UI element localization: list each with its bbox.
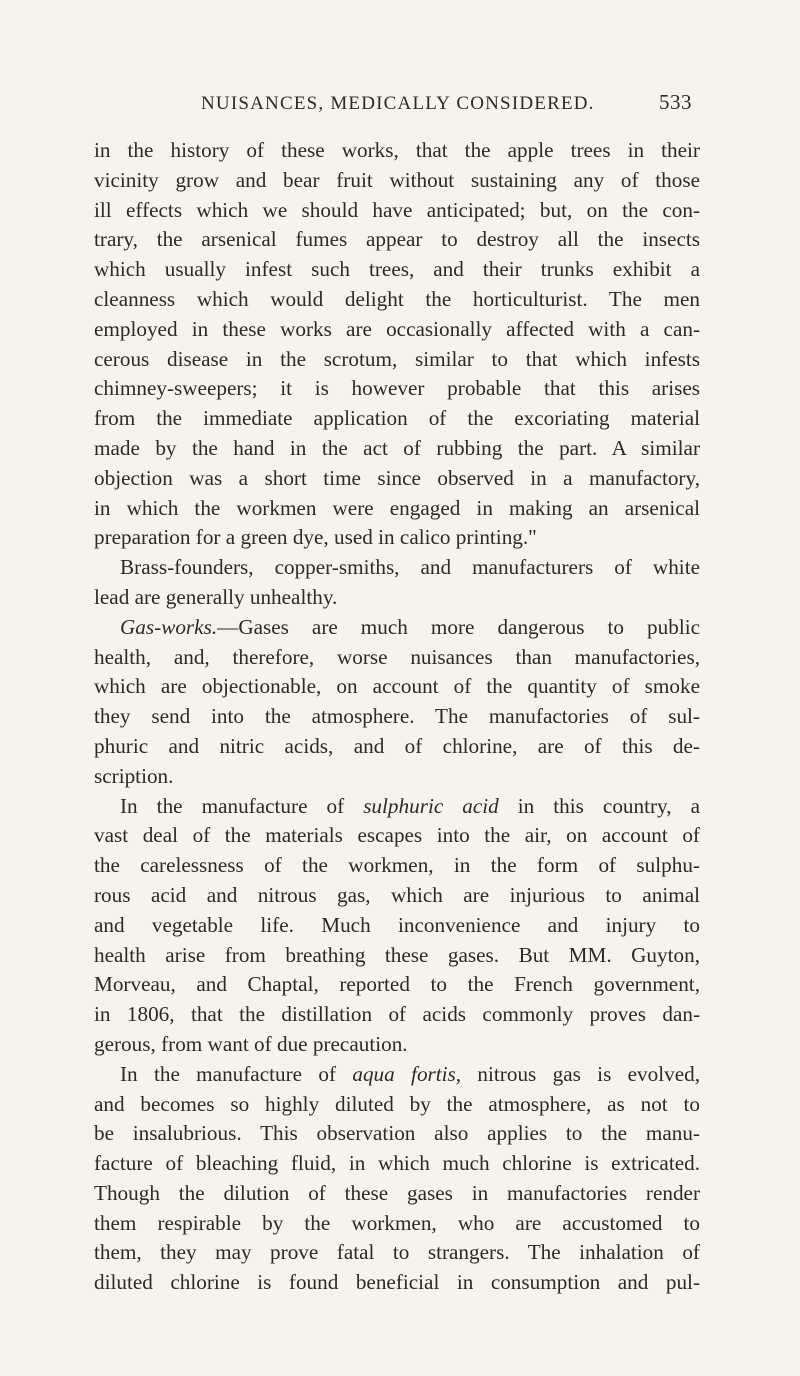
paragraph-brass-founders <box>94 553 700 613</box>
text-line: cerous disease in the scrotum, similar to that which infests <box>94 346 700 371</box>
text-line: be insalubrious. This observation also applies to the manu- <box>94 1121 700 1146</box>
text-line: and becomes so highly diluted by the atmosphere, as not to <box>94 1091 700 1116</box>
text-line: and vegetable life. Much inconvenience and injury to <box>94 912 700 937</box>
running-head <box>201 92 692 122</box>
text-line: them respirable by the workmen, who are accustomed to <box>94 1210 700 1235</box>
text-line <box>94 613 700 643</box>
text-fragment: in this country, a <box>498 793 701 818</box>
page-number: 533 <box>659 90 692 114</box>
text-line: vast deal of the materials escapes into the air, on account of <box>94 823 700 848</box>
text-line: employed in these works are occasionally affected with a can- <box>94 316 700 341</box>
text-line: diluted chlorine is found beneficial in consumption and pul- <box>94 1270 700 1295</box>
text-line: ill effects which we should have anticipated; but, on the con- <box>94 197 700 222</box>
text-line: the carelessness of the workmen, in the form of sulphu- <box>94 853 700 878</box>
text-line <box>94 1060 700 1090</box>
text-line: them, they may prove fatal to strangers. The inhalation of <box>94 1240 700 1265</box>
running-title: NUISANCES, MEDICALLY CONSIDERED. <box>201 93 595 114</box>
text-line: gerous, from want of due precaution. <box>94 1031 408 1056</box>
text-line: Brass-founders, copper-smiths, and manufacturers of white <box>120 555 700 580</box>
text-line: in the history of these works, that the apple trees in their <box>94 138 700 162</box>
text-line: in which the workmen were engaged in making an arsenical <box>94 495 700 520</box>
section-heading: Gas-works. <box>120 614 218 639</box>
italic-term: aqua fortis, <box>352 1061 462 1086</box>
text-fragment: In the manufacture of <box>120 1061 353 1086</box>
text-line: preparation for a green dye, used in calico printing." <box>94 525 537 550</box>
text-line: which are objectionable, on account of the quantity of smoke <box>94 674 700 699</box>
text-line: cleanness which would delight the horticulturist. The men <box>94 286 700 311</box>
body-text <box>94 136 700 1298</box>
paragraph-gas-works <box>94 613 700 792</box>
text-line <box>94 792 700 822</box>
paragraph-aqua-fortis <box>94 1060 700 1298</box>
text-line: rous acid and nitrous gas, which are injurious to animal <box>94 882 700 907</box>
text-line: chimney-sweepers; it is however probable that this arises <box>94 376 700 401</box>
text-line: trary, the arsenical fumes appear to destroy all the insects <box>94 227 700 252</box>
text-line: which usually infest such trees, and their trunks exhibit a <box>94 257 700 282</box>
text-line: vicinity grow and bear fruit without sustaining any of those <box>94 167 700 192</box>
text-fragment: —Gases are much more dangerous to public <box>217 614 700 639</box>
text-line: health, and, therefore, worse nuisances than manufactories, <box>94 644 700 669</box>
paragraph-arsenic <box>94 136 700 553</box>
text-line: made by the hand in the act of rubbing the part. A similar <box>94 435 700 460</box>
paragraph-sulphuric-acid <box>94 792 700 1060</box>
text-line: they send into the atmosphere. The manufactories of sul- <box>94 704 700 729</box>
text-fragment: nitrous gas is evolved, <box>461 1061 700 1086</box>
text-line: Morveau, and Chaptal, reported to the French government, <box>94 972 700 997</box>
italic-term: sulphuric acid <box>363 793 499 818</box>
text-line: lead are generally unhealthy. <box>94 584 338 609</box>
text-fragment: In the manufacture of <box>120 793 364 818</box>
text-line: from the immediate application of the excoriating material <box>94 406 700 431</box>
text-line: scription. <box>94 763 174 788</box>
text-line: facture of bleaching fluid, in which much chlorine is extricated. <box>94 1151 700 1176</box>
text-line: in 1806, that the distillation of acids commonly proves dan- <box>94 1002 700 1027</box>
text-line: objection was a short time since observed in a manufactory, <box>94 465 700 490</box>
text-line: phuric and nitric acids, and of chlorine, are of this de- <box>94 733 700 758</box>
text-line: Though the dilution of these gases in manufactories render <box>94 1180 700 1205</box>
text-line: health arise from breathing these gases. But MM. Guyton, <box>94 942 700 967</box>
